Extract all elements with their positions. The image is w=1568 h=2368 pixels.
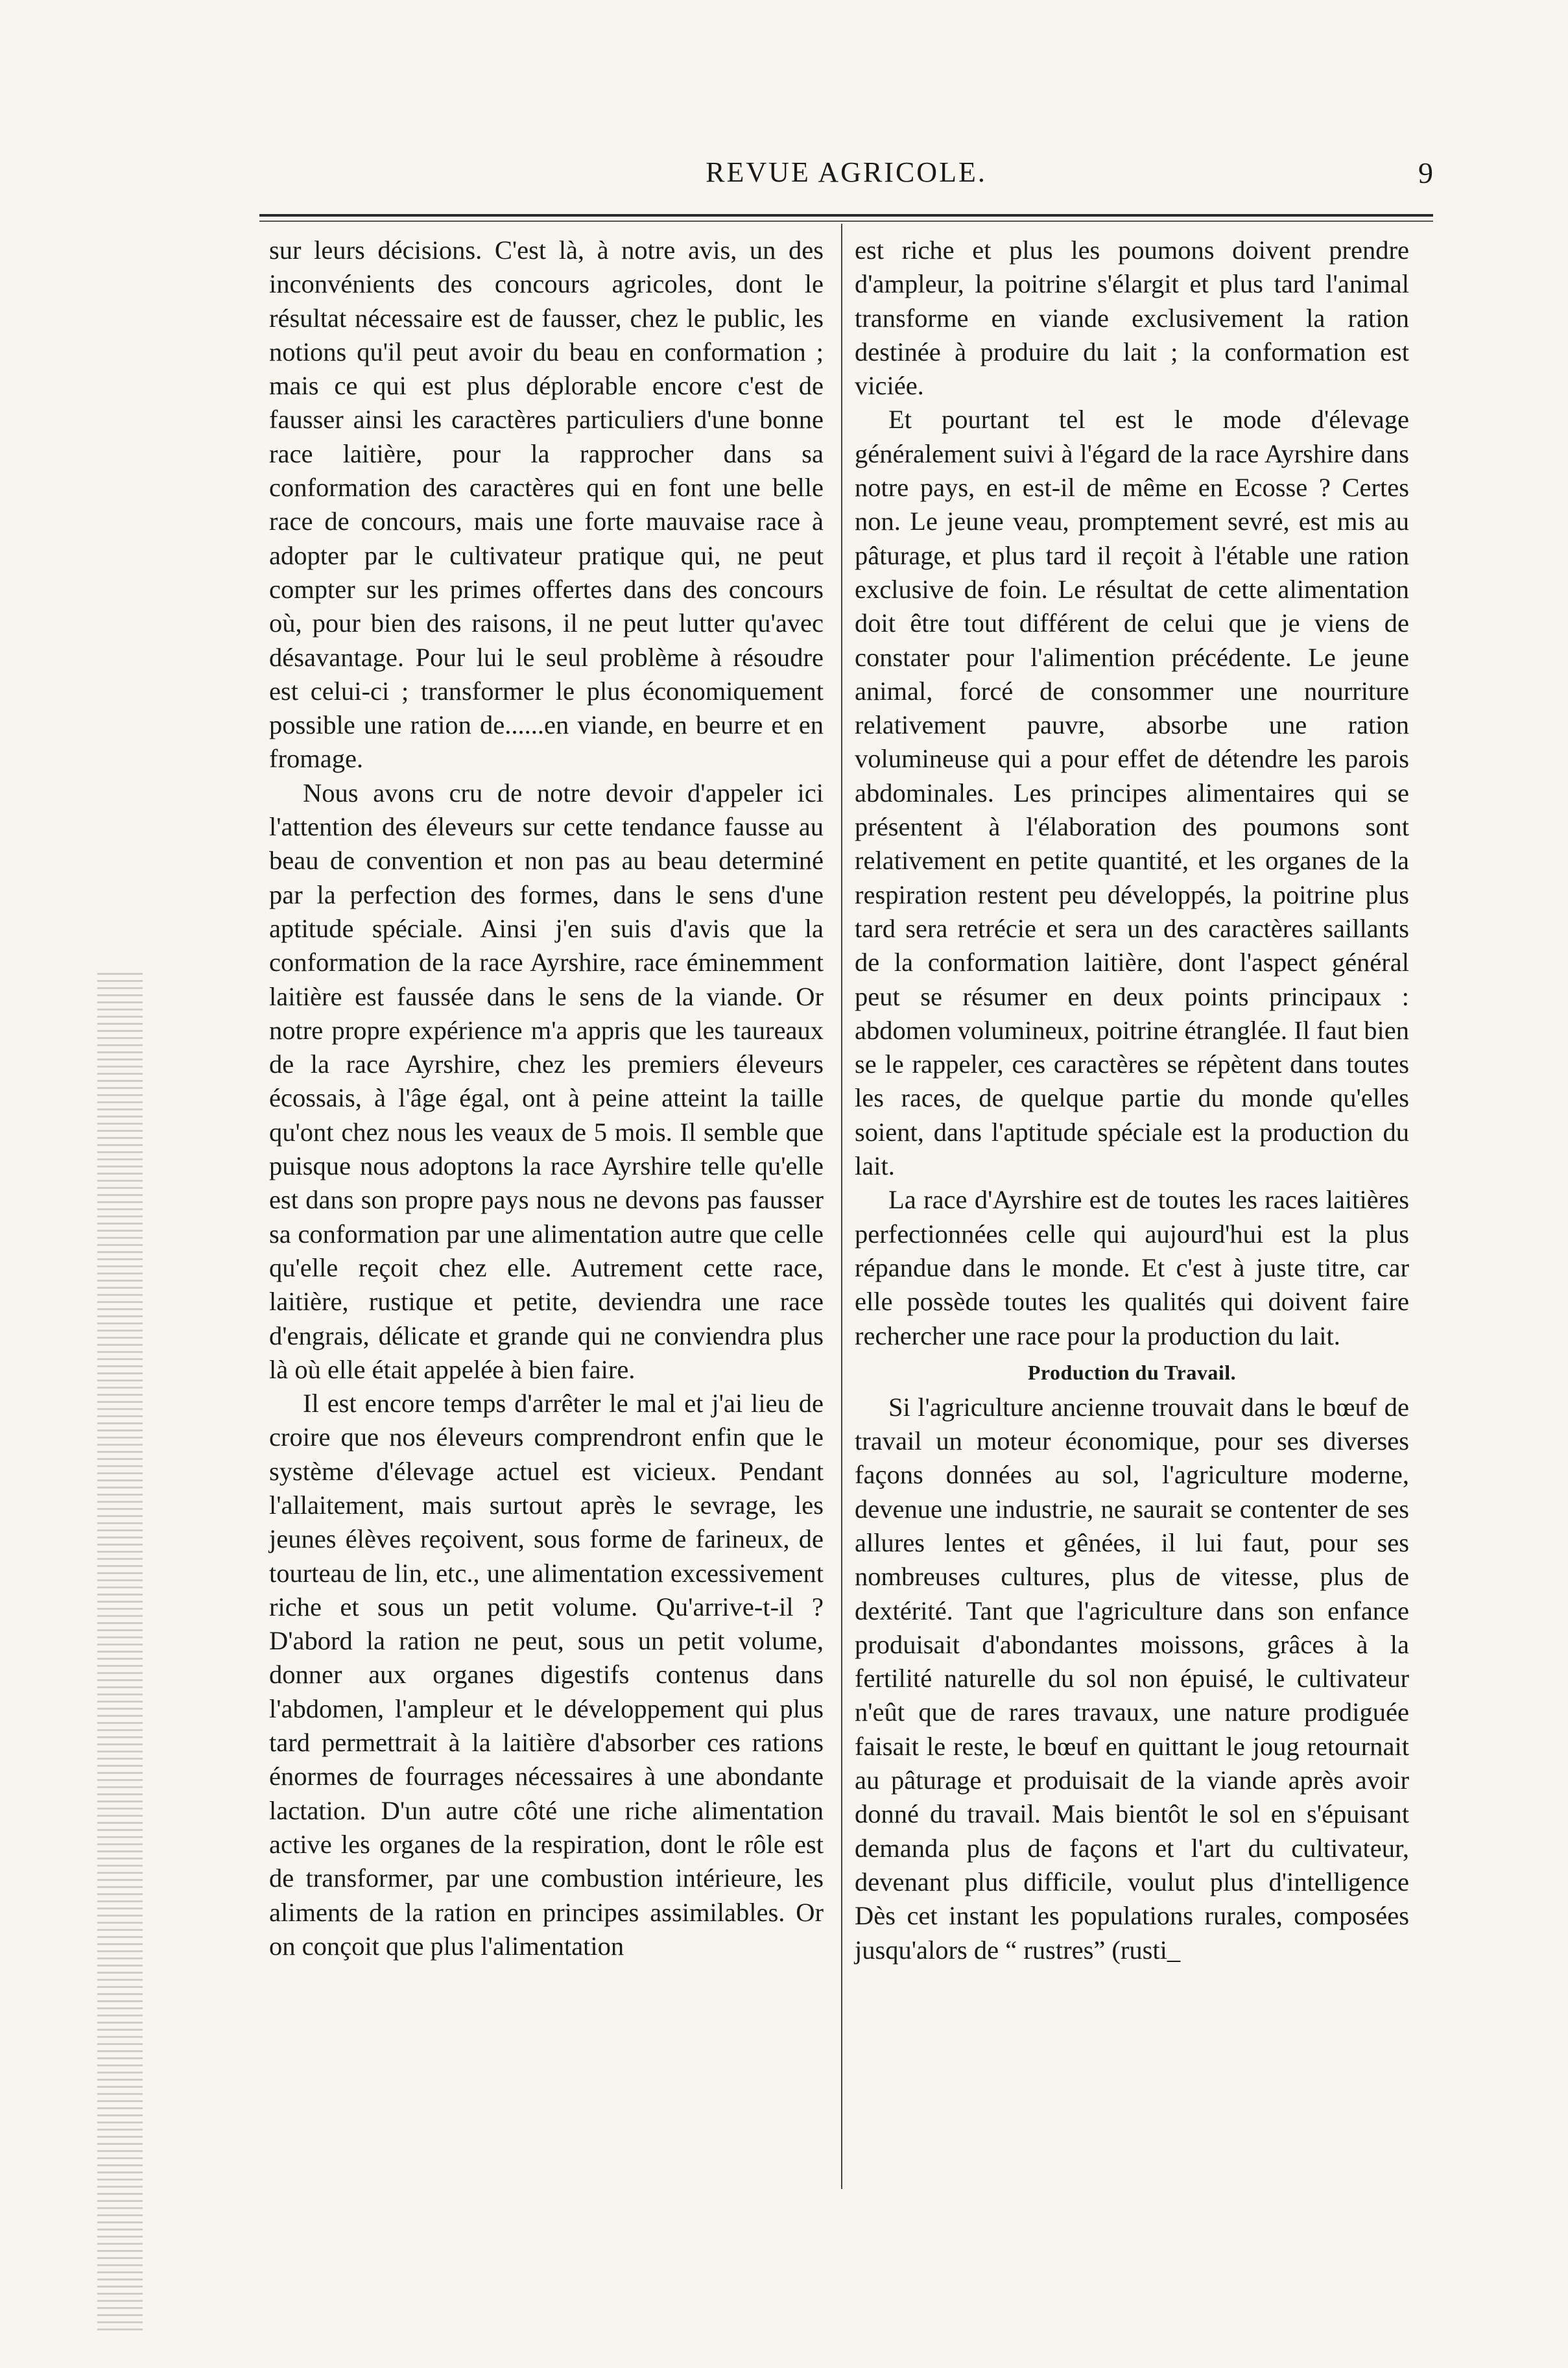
paragraph: Il est encore temps d'arrêter le mal et j'ai lieu de croire que nos éleveurs comprendront enfin que le système d'élevage actuel est vicieux. Pendant l'allaitement, mais surtout après le sevrage, les jeunes élèves reçoivent, sous forme de farineux, de tourteau de lin, etc., une alimentation excessivement riche et sous un petit volume. Qu'arrive-t-il ? D'abord la ration ne peut, sous un petit volume, donner aux organes digestifs contenus dans l'abdomen, l'ampleur et le développement qui plus tard permettrait à la laitière d'absorber ces rations énormes de fourrages nécessaires à une abondante lactation. D'un autre côté une riche alimentation active les organes de la respiration, dont le rôle est de transformer, par une combustion intérieure, les aliments de la ration en principes assimilables. Or on conçoit que plus l'alimentation — [269, 1389, 824, 1961]
section-subheading: Production du Travail. — [1027, 1360, 1237, 1384]
paragraph: Et pourtant tel est le mode d'élevage généralement suivi à l'égard de la race Ayrshire dans notre pays, en est-il de même en Ecosse ? Certes non. Le jeune veau, promptement sevré, est mis au pâturage, et plus tard il reçoit à l'étable une ration exclusive de foin. Le résultat de cette alimentation doit être tout différent de celui que je viens de constater pour l'alimention précédente. Le jeune animal, forcé de consommer une nourriture relativement pauvre, absorbe une ration volumineuse qui a pour effet de détendre les parois abdominales. Les principes alimentaires qui se présentent à l'élaboration des poumons sont relativement en petite quantité, et les organes de la respiration restent peu développés, la poitrine plus tard sera retrécie et sera un des caractères saillants de la conformation laitière, dont l'aspect général peut se résumer en deux points principaux : abdomen volumineux, poitrine étranglée. Il faut bien se le rappeler, ces caractères se répètent dans toutes les races, de quelque partie du monde qu'elles soient, dans l'aptitude spéciale est la production du lait. — [855, 405, 1409, 1181]
scan-margin-artifact — [97, 973, 143, 2335]
paragraph: Nous avons cru de notre devoir d'appeler ici l'attention des éleveurs sur cette tendance fausse au beau de convention et non pas au beau determiné par la perfection des formes, dans le sens d'une aptitude spéciale. Ainsi j'en suis d'avis que la conformation de la race Ayrshire, race éminemment laitière est faussée dans le sens de la viande. Or notre propre expérience m'a appris que les taureaux de la race Ayrshire, chez les premiers éleveurs écossais, à l'âge égal, ont à peine atteint la taille qu'ont chez nous les veaux de 5 mois. Il semble que puisque nous adoptons la race Ayrshire telle qu'elle est dans son propre pays nous ne devons pas fausser sa conformation par une alimentation autre que celle qu'elle reçoit chez elle. Autrement cette race, laitière, rustique et petite, deviendra une race d'engrais, délicate et grande qui ne conviendra plus là où elle était appelée à bien faire. — [269, 778, 824, 1384]
right-column — [855, 233, 1409, 1967]
paragraph: sur leurs décisions. C'est là, à notre avis, un des inconvénients des concours agricoles, dont le résultat nécessaire est de fausser, chez le public, les notions qu'il peut avoir du beau en conformation ; mais ce qui est plus déplorable encore c'est de fausser ainsi les caractères particuliers d'une bonne race laitière, pour la rapprocher dans sa conformation des caractères qui en font une belle race de concours, mais une forte mauvaise race à adopter par le cultivateur pratique qui, ne peut compter sur les primes offertes dans des concours où, pour bien des raisons, il ne peut lutter qu'avec désavantage. Pour lui le seul problème à résoudre est celui-ci ; transformer le plus économiquement possible une ration de......en viande, en beurre et en fromage. — [269, 235, 824, 774]
paragraph: est riche et plus les poumons doivent prendre d'ampleur, la poitrine s'élargit et plus tard l'animal transforme en viande exclusivement la ration destinée à produire du lait ; la conformation est viciée. — [855, 235, 1409, 401]
header-rule — [259, 214, 1433, 217]
column-divider — [841, 224, 842, 2189]
header-rule-thin — [259, 221, 1433, 222]
running-title: REVUE AGRICOLE. — [706, 156, 987, 188]
paragraph: Si l'agriculture ancienne trouvait dans le bœuf de travail un moteur économique, pour ses diverses façons données au sol, l'agriculture moderne, devenue une industrie, ne saurait se contenter de ses allures lentes et gênées, il lui faut, pour ses nombreuses cultures, plus de vitesse, plus de dextérité. Tant que l'agriculture dans son enfance produisait d'abondantes moissons, grâces à la fertilité naturelle du sol non épuisé, le cultivateur n'eût que de rares travaux, une nature prodiguée faisait le reste, le bœuf en quittant le joug retournait au pâturage et produisait de la viande après avoir donné du travail. Mais bientôt le sol en s'épuisant demanda plus de façons et l'art du cultivateur, devenant plus difficile, voulut plus d'intelligence Dès cet instant les populations rurales, composées jusqu'alors de “ rustres” (rusti_ — [855, 1392, 1409, 1965]
page-number: 9 — [1418, 156, 1433, 189]
left-column — [269, 233, 824, 1963]
page-header — [259, 156, 1433, 201]
paragraph: La race d'Ayrshire est de toutes les races laitières perfectionnées celle qui aujourd'hui est la plus répandue dans le monde. Et c'est à juste titre, car elle possède toutes les qualités qui doivent faire rechercher une race pour la production du lait. — [855, 1185, 1409, 1350]
